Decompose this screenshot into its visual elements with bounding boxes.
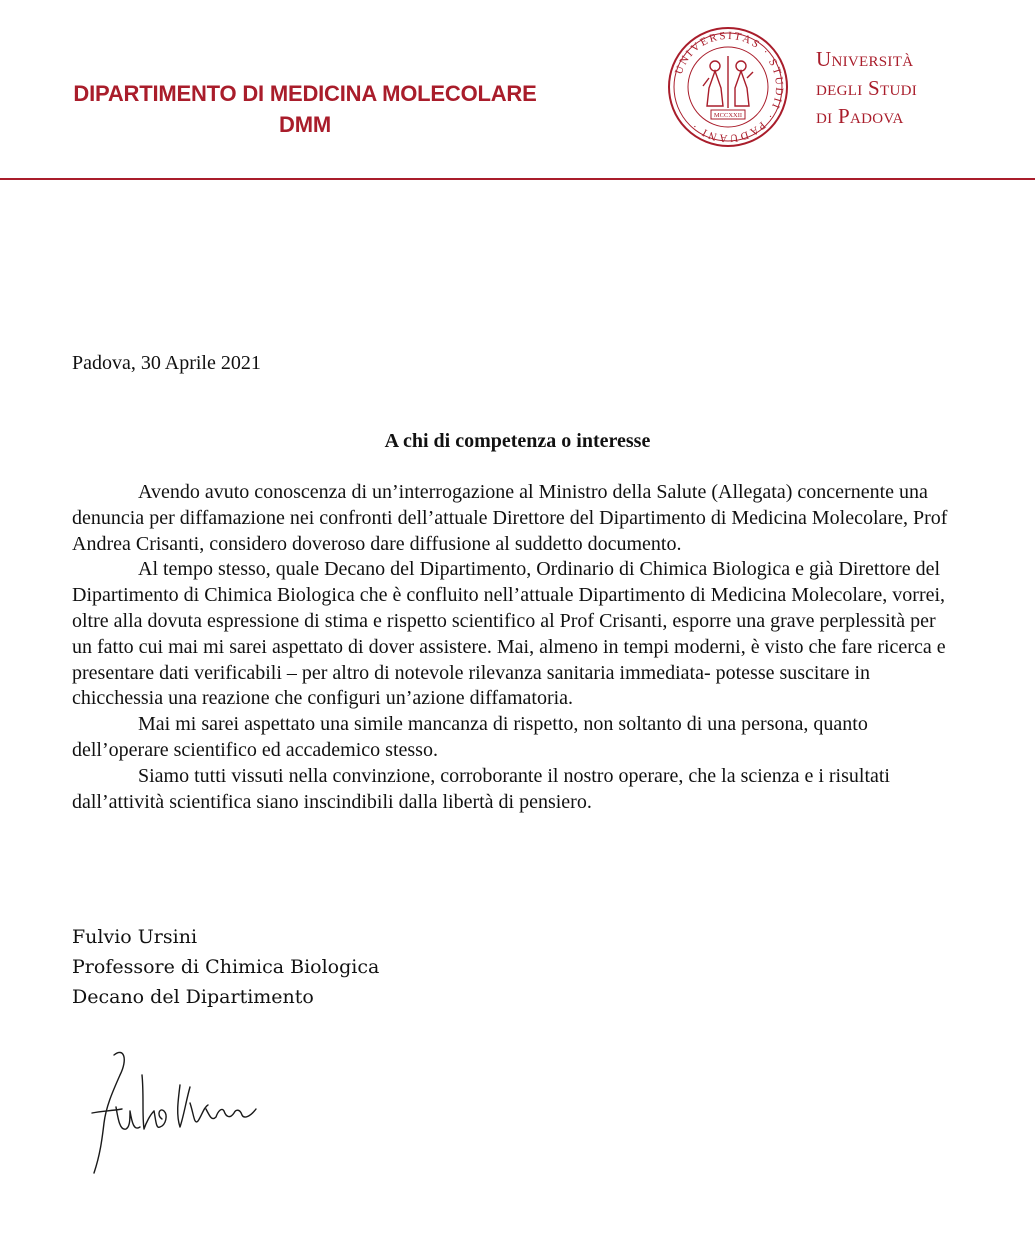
handwritten-signature xyxy=(84,1045,269,1185)
header-divider xyxy=(0,178,1035,180)
svg-text:MCCXXII: MCCXXII xyxy=(713,112,743,119)
signatory-title: Professore di Chimica Biologica xyxy=(72,956,380,978)
university-name-line-1: Università xyxy=(816,47,914,71)
letterhead xyxy=(0,0,1035,180)
letter-subject: A chi di competenza o interesse xyxy=(384,430,651,452)
department-name: DIPARTIMENTO DI MEDICINA MOLECOLARE xyxy=(73,81,537,106)
signatory-name: Fulvio Ursini xyxy=(72,926,198,948)
letter-body xyxy=(72,480,952,815)
department-abbreviation: DMM xyxy=(279,112,331,137)
university-name-line-3: di Padova xyxy=(816,104,904,128)
paragraph: Siamo tutti vissuti nella convinzione, corroborante il nostro operare, che la scienza e i risultati dall’attività scientifica siano inscindibili dalla libertà di pensiero. xyxy=(72,764,890,813)
university-name-line-2: degli Studi xyxy=(816,76,918,100)
paragraph: Avendo avuto conoscenza di un’interrogazione al Ministro della Salute (Allegata) concernente una denuncia per diffamazione nei confronti dell’attuale Direttore del Dipartimento di Medicina Molecolare, Prof Andrea Crisanti, considero doveroso dare diffusione al suddetto documento. xyxy=(72,481,948,555)
svg-text:UNIVERSITAS · STUDII · PADUANI: UNIVERSITAS · STUDII · PADUANI · xyxy=(672,29,786,145)
paragraph: Al tempo stesso, quale Decano del Dipartimento, Ordinario di Chimica Biologica e già Direttore del Dipartimento di Chimica Biologica che è confluito nell’attuale Dipartimento di Medicina Molecolare, vorrei, oltre alla dovuta espressione di stima e rispetto scientifico al Prof Crisanti, esporre una grave perplessità per un fatto cui mai mi sarei aspettato di dover assistere. Mai, almeno in tempi moderni, è visto che fare ricerca e presentare dati verificabili – per altro di notevole rilevanza sanitaria immediata- potesse suscitare in chicchessia una reazione che configuri un’azione diffamatoria. xyxy=(72,558,946,710)
paragraph: Mai mi sarei aspettato una simile mancanza di rispetto, non soltanto di una persona, quanto dell’operare scientifico ed accademico stesso. xyxy=(72,713,868,761)
signature-block xyxy=(72,922,379,1012)
university-seal-icon xyxy=(667,26,789,148)
signatory-role: Decano del Dipartimento xyxy=(72,986,314,1008)
letter-date: Padova, 30 Aprile 2021 xyxy=(72,352,261,374)
